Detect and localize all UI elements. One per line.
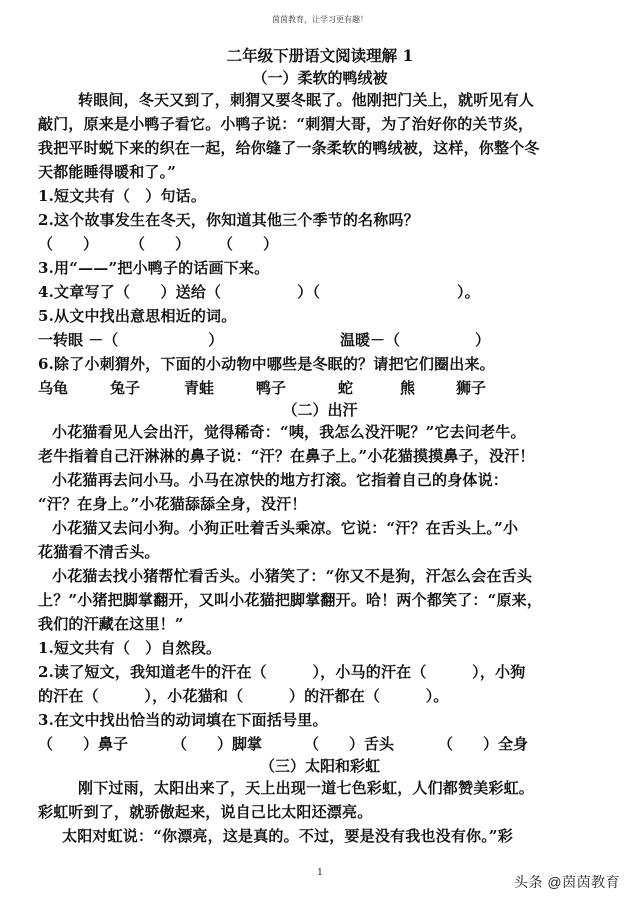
verb-blank[interactable]: （ ）全身 <box>438 735 529 753</box>
section-3-title: （三）太阳和彩虹 <box>259 757 380 775</box>
s3-line-1: 刚下过雨，太阳出来了，天上出现一道七色彩虹，人们都赞美彩虹。 <box>78 779 535 797</box>
s1-q2: 2.这个故事发生在冬天，你知道其他三个季节的名称吗？ <box>38 211 419 229</box>
verb-blank[interactable]: （ ）鼻子 <box>38 735 129 753</box>
animal-option[interactable]: 兔子 <box>110 379 141 397</box>
s2-line-4: “汗？在身上。”小花猫舔舔全身，没汗！ <box>38 495 307 513</box>
s2-line-3: 小花猫再去问小马。小马在凉快的地方打滚。它指着自己的身体说： <box>52 471 509 489</box>
s2-line-8: 上？”小猪把脚掌翻开，又叫小花猫把脚掌翻开。哈！两个都笑了：“原来， <box>38 591 543 609</box>
blank[interactable]: （ ） <box>38 235 99 253</box>
s2-line-6: 花猫看不清舌头。 <box>38 543 160 561</box>
section-2-title: （二）出汗 <box>282 401 358 419</box>
animal-option[interactable]: 青蛙 <box>184 379 215 397</box>
s3-line-2: 彩虹听到了，就骄傲起来，说自己比太阳还漂亮。 <box>38 803 373 821</box>
s1-line-4: 天都能睡得暖和了。” <box>38 163 177 181</box>
s2-q2-line-1: 2.读了短文，我知道老牛的汗在（ ），小马的汗在（ ），小狗 <box>38 663 526 681</box>
blank[interactable]: （ ） <box>130 235 191 253</box>
verb-blank[interactable]: （ ）舌头 <box>304 735 395 753</box>
verb-blank[interactable]: （ ）脚掌 <box>172 735 263 753</box>
s1-line-2: 敲门，原来是小鸭子看它。小鸭子说：“刺猬大哥，为了治好你的关节炎， <box>38 115 534 133</box>
animal-option[interactable]: 熊 <box>400 379 416 397</box>
s2-q2-line-2: 的汗在（ ），小花猫和（ ）的汗都在（ ）。 <box>38 687 449 705</box>
q5-pair-b: 温暖－（ ） <box>340 331 491 349</box>
s2-line-5: 小花猫又去问小狗。小狗正吐着舌头乘凉。它说：“汗？在舌头上。”小 <box>52 519 519 537</box>
animal-option[interactable]: 蛇 <box>338 379 354 397</box>
s1-q5: 5.从文中找出意思相近的词。 <box>38 307 237 325</box>
s2-q3: 3.在文中找出恰当的动词填在下面括号里。 <box>38 711 328 729</box>
animal-option[interactable]: 鸭子 <box>256 379 287 397</box>
s2-line-7: 小花猫去找小猪帮忙看舌头。小猪笑了：“你又不是狗，汗怎么会在舌头 <box>52 567 533 585</box>
s1-q4: 4.文章写了（ ）送给（ ）（ ）。 <box>38 283 480 301</box>
s1-q1: 1.短文共有（ ）句话。 <box>38 187 207 205</box>
page-header: 茵茵教育，让学习更有趣！ <box>272 15 368 24</box>
s1-q6: 6.除了小刺猬外，下面的小动物中哪些是冬眠的？请把它们圈出来。 <box>38 355 495 373</box>
s1-line-3: 我把平时蜕下来的织在一起，给你缝了一条柔软的鸭绒被，这样，你整个冬 <box>38 139 540 157</box>
animal-option[interactable]: 乌龟 <box>38 379 69 397</box>
page-number: 1 <box>317 868 323 878</box>
s2-line-1: 小花猫看见人会出汗，觉得稀奇：“咦，我怎么没汗呢？”它去问老牛。 <box>52 423 526 441</box>
s2-line-9: 我们的汗藏在这里！” <box>38 615 184 633</box>
section-1-title: （一）柔软的鸭绒被 <box>252 69 388 87</box>
s2-q1: 1.短文共有（ ）自然段。 <box>38 639 222 657</box>
s1-line-1: 转眼间，冬天又到了，刺猬又要冬眠了。他刚把门关上，就听见有人 <box>78 91 535 109</box>
blank[interactable]: （ ） <box>218 235 279 253</box>
worksheet-title: 二年级下册语文阅读理解 1 <box>226 46 414 65</box>
q5-pair-a: 一转眼 －（ ） <box>38 331 224 349</box>
s2-line-2: 老牛指着自己汗淋淋的鼻子说：“汗？在鼻子上。”小花猫摸摸鼻子，没汗！ <box>38 447 535 465</box>
s3-line-3: 太阳对虹说：“你漂亮，这是真的。不过，要是没有我也没有你。”彩 <box>62 827 513 845</box>
watermark: 头条 @茵茵教育 <box>514 874 621 890</box>
animal-option[interactable]: 狮子 <box>456 379 487 397</box>
s1-q3: 3.用“——”把小鸭子的话画下来。 <box>38 259 270 277</box>
